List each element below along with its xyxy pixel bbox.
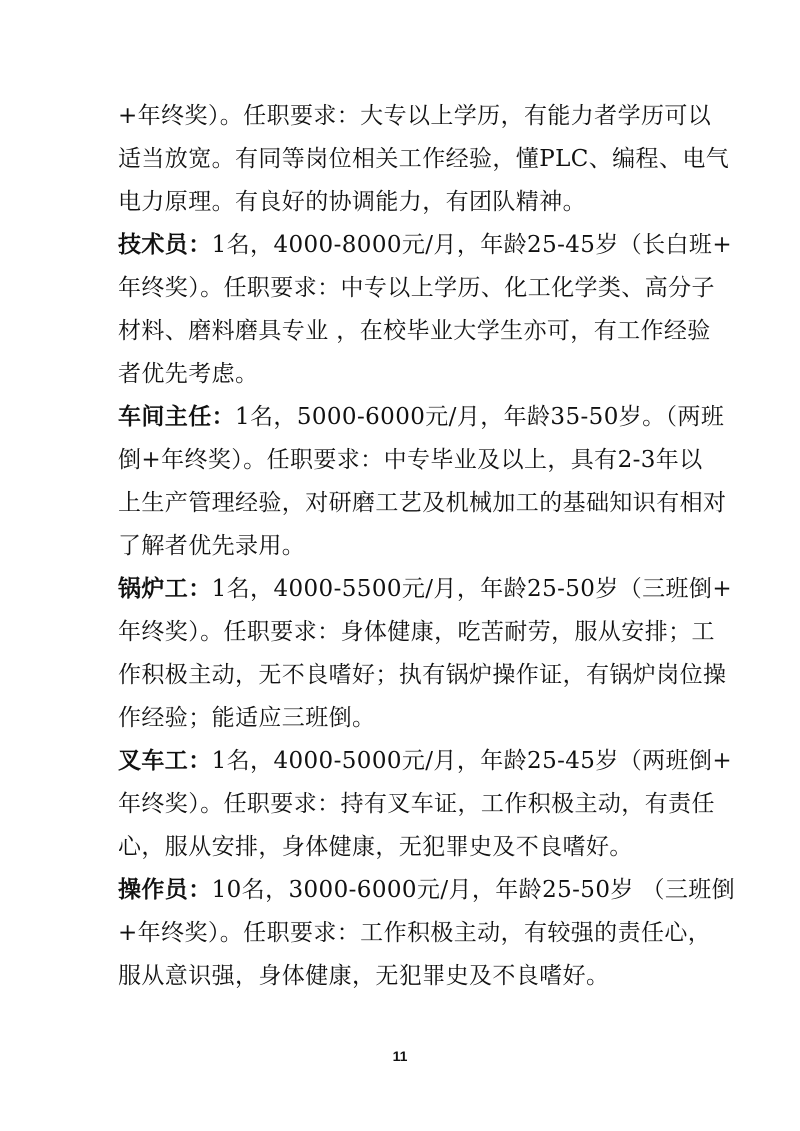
position-forklift-driver-line-2: 年终奖）。任职要求：持有叉车证，工作积极主动，有责任 xyxy=(118,791,715,817)
position-workshop-director-line-2: 倒+年终奖）。任职要求：中专毕业及以上，具有2-3年以 xyxy=(118,447,703,473)
position-technician-line-4: 者优先考虑。 xyxy=(118,361,259,387)
position-boiler-worker-line-2: 年终奖）。任职要求：身体健康，吃苦耐劳，服从安排；工 xyxy=(118,619,715,645)
position-title: 车间主任： xyxy=(118,404,235,430)
position-text: 1名，4000-5000元/月，年龄25-45岁（两班倒+ xyxy=(211,748,733,774)
position-boiler-worker-line-4: 作经验；能适应三班倒。 xyxy=(118,705,376,731)
intro-line-3: 电力原理。有良好的协调能力，有团队精神。 xyxy=(118,189,586,215)
position-workshop-director-line-1 xyxy=(118,397,725,437)
position-text: 10名，3000-6000元/月，年龄25-50岁 （三班倒 xyxy=(211,877,736,903)
position-boiler-worker-line-3: 作积极主动，无不良嗜好；执有锅炉操作证，有锅炉岗位操 xyxy=(118,662,727,688)
position-technician-line-1 xyxy=(118,225,733,265)
position-forklift-driver-line-1 xyxy=(118,741,733,781)
position-technician-line-3: 材料、磨料磨具专业 ，在校毕业大学生亦可，有工作经验 xyxy=(118,318,711,344)
page-number: 11 xyxy=(392,1048,408,1064)
position-title: 操作员： xyxy=(118,877,212,903)
position-operator-line-1 xyxy=(118,870,736,910)
position-operator-line-2: +年终奖）。任职要求：工作积极主动，有较强的责任心， xyxy=(118,920,712,946)
position-workshop-director-line-3: 上生产管理经验，对研磨工艺及机械加工的基础知识有相对 xyxy=(118,490,727,516)
position-forklift-driver-line-3: 心，服从安排，身体健康，无犯罪史及不良嗜好。 xyxy=(118,834,633,860)
position-title: 锅炉工： xyxy=(118,576,212,602)
position-text: 1名，5000-6000元/月，年龄35-50岁。（两班 xyxy=(235,404,725,430)
position-text: 1名，4000-5500元/月，年龄25-50岁（三班倒+ xyxy=(211,576,733,602)
position-workshop-director-line-4: 了解者优先录用。 xyxy=(118,533,306,559)
position-title: 叉车工： xyxy=(118,748,212,774)
position-title: 技术员： xyxy=(118,232,212,258)
position-operator-line-3: 服从意识强，身体健康，无犯罪史及不良嗜好。 xyxy=(118,963,610,989)
position-technician-line-2: 年终奖）。任职要求：中专以上学历、化工化学类、高分子 xyxy=(118,275,715,301)
intro-line-1: +年终奖）。任职要求：大专以上学历，有能力者学历可以 xyxy=(118,103,712,129)
intro-line-2: 适当放宽。有同等岗位相关工作经验，懂PLC、编程、电气 xyxy=(118,146,730,172)
position-text: 1名，4000-8000元/月，年龄25-45岁（长白班+ xyxy=(211,232,733,258)
position-boiler-worker-line-1 xyxy=(118,569,733,609)
